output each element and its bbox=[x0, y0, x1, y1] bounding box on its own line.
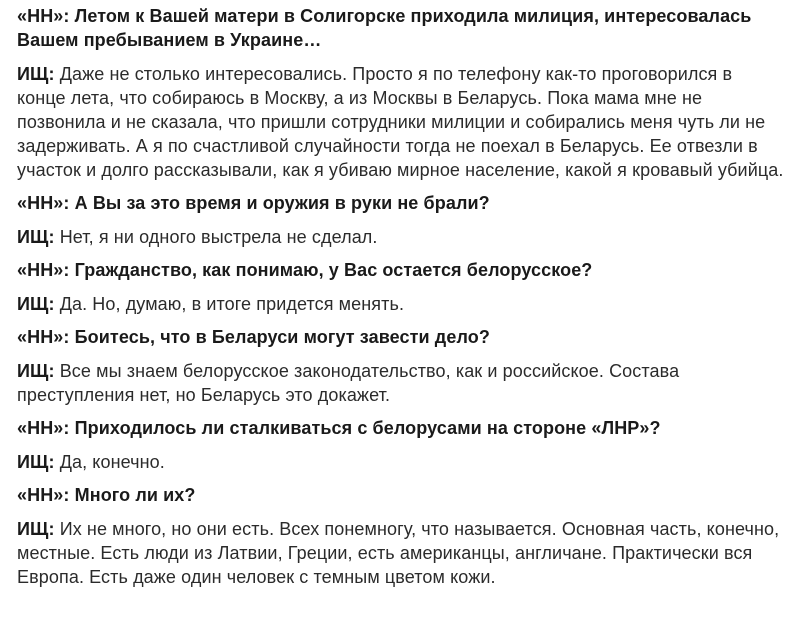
answer-text: Да. Но, думаю, в итоге придется менять. bbox=[59, 293, 405, 314]
speaker-label: ИЩ: bbox=[17, 360, 55, 381]
interview-answer bbox=[17, 359, 784, 407]
speaker-label: «НН»: bbox=[17, 260, 70, 280]
speaker-label: ИЩ: bbox=[17, 226, 55, 247]
question-text: Боитесь, что в Беларуси могут завести дело? bbox=[74, 327, 490, 347]
answer-text: Да, конечно. bbox=[59, 451, 165, 472]
answer-text: Все мы знаем белорусское законодательство, как и российское. Состава преступления нет, но Беларусь это докажет. bbox=[17, 360, 680, 405]
interview-answer bbox=[17, 517, 784, 589]
interview-question bbox=[17, 483, 784, 507]
question-text: Гражданство, как понимаю, у Вас остается белорусское? bbox=[74, 260, 593, 280]
interview-answer bbox=[17, 292, 784, 316]
question-text: Приходилось ли сталкиваться с белорусами на стороне «ЛНР»? bbox=[74, 418, 661, 438]
answer-text: Их не много, но они есть. Всех понемногу, что называется. Основная часть, конечно, местные. Есть люди из Латвии, Греции, есть американцы, англичане. Практически вся Европа. Есть даже один человек с темным цветом кожи. bbox=[17, 518, 780, 587]
speaker-label: «НН»: bbox=[17, 193, 70, 213]
answer-text: Нет, я ни одного выстрела не сделал. bbox=[59, 226, 378, 247]
question-text: Летом к Вашей матери в Солигорске приходила милиция, интересовалась Вашем пребыванием в Украине… bbox=[17, 6, 752, 50]
interview-question bbox=[17, 191, 784, 215]
speaker-label: ИЩ: bbox=[17, 293, 55, 314]
speaker-label: ИЩ: bbox=[17, 451, 55, 472]
question-text: А Вы за это время и оружия в руки не брали? bbox=[74, 193, 490, 213]
interview-answer bbox=[17, 225, 784, 249]
speaker-label: ИЩ: bbox=[17, 518, 55, 539]
speaker-label: «НН»: bbox=[17, 418, 70, 438]
interview-answer bbox=[17, 62, 784, 182]
question-text: Много ли их? bbox=[74, 485, 196, 505]
interview-question bbox=[17, 258, 784, 282]
interview-answer bbox=[17, 450, 784, 474]
speaker-label: ИЩ: bbox=[17, 63, 55, 84]
interview-question bbox=[17, 416, 784, 440]
speaker-label: «НН»: bbox=[17, 6, 70, 26]
answer-text: Даже не столько интересовались. Просто я по телефону как-то проговорился в конце лета, что собираюсь в Москву, а из Москвы в Беларусь. Пока мама мне не позвонила и не сказала, что пришли сотрудники милиции и собирались меня чуть ли не задерживать. А я по счастливой случайности тогда не поехал в Беларусь. Ее отвезли в участок и долго рассказывали, как я убиваю мирное население, какой я кровавый убийца. bbox=[17, 63, 784, 180]
speaker-label: «НН»: bbox=[17, 327, 70, 347]
interview-question bbox=[17, 4, 784, 52]
speaker-label: «НН»: bbox=[17, 485, 70, 505]
interview-question bbox=[17, 325, 784, 349]
